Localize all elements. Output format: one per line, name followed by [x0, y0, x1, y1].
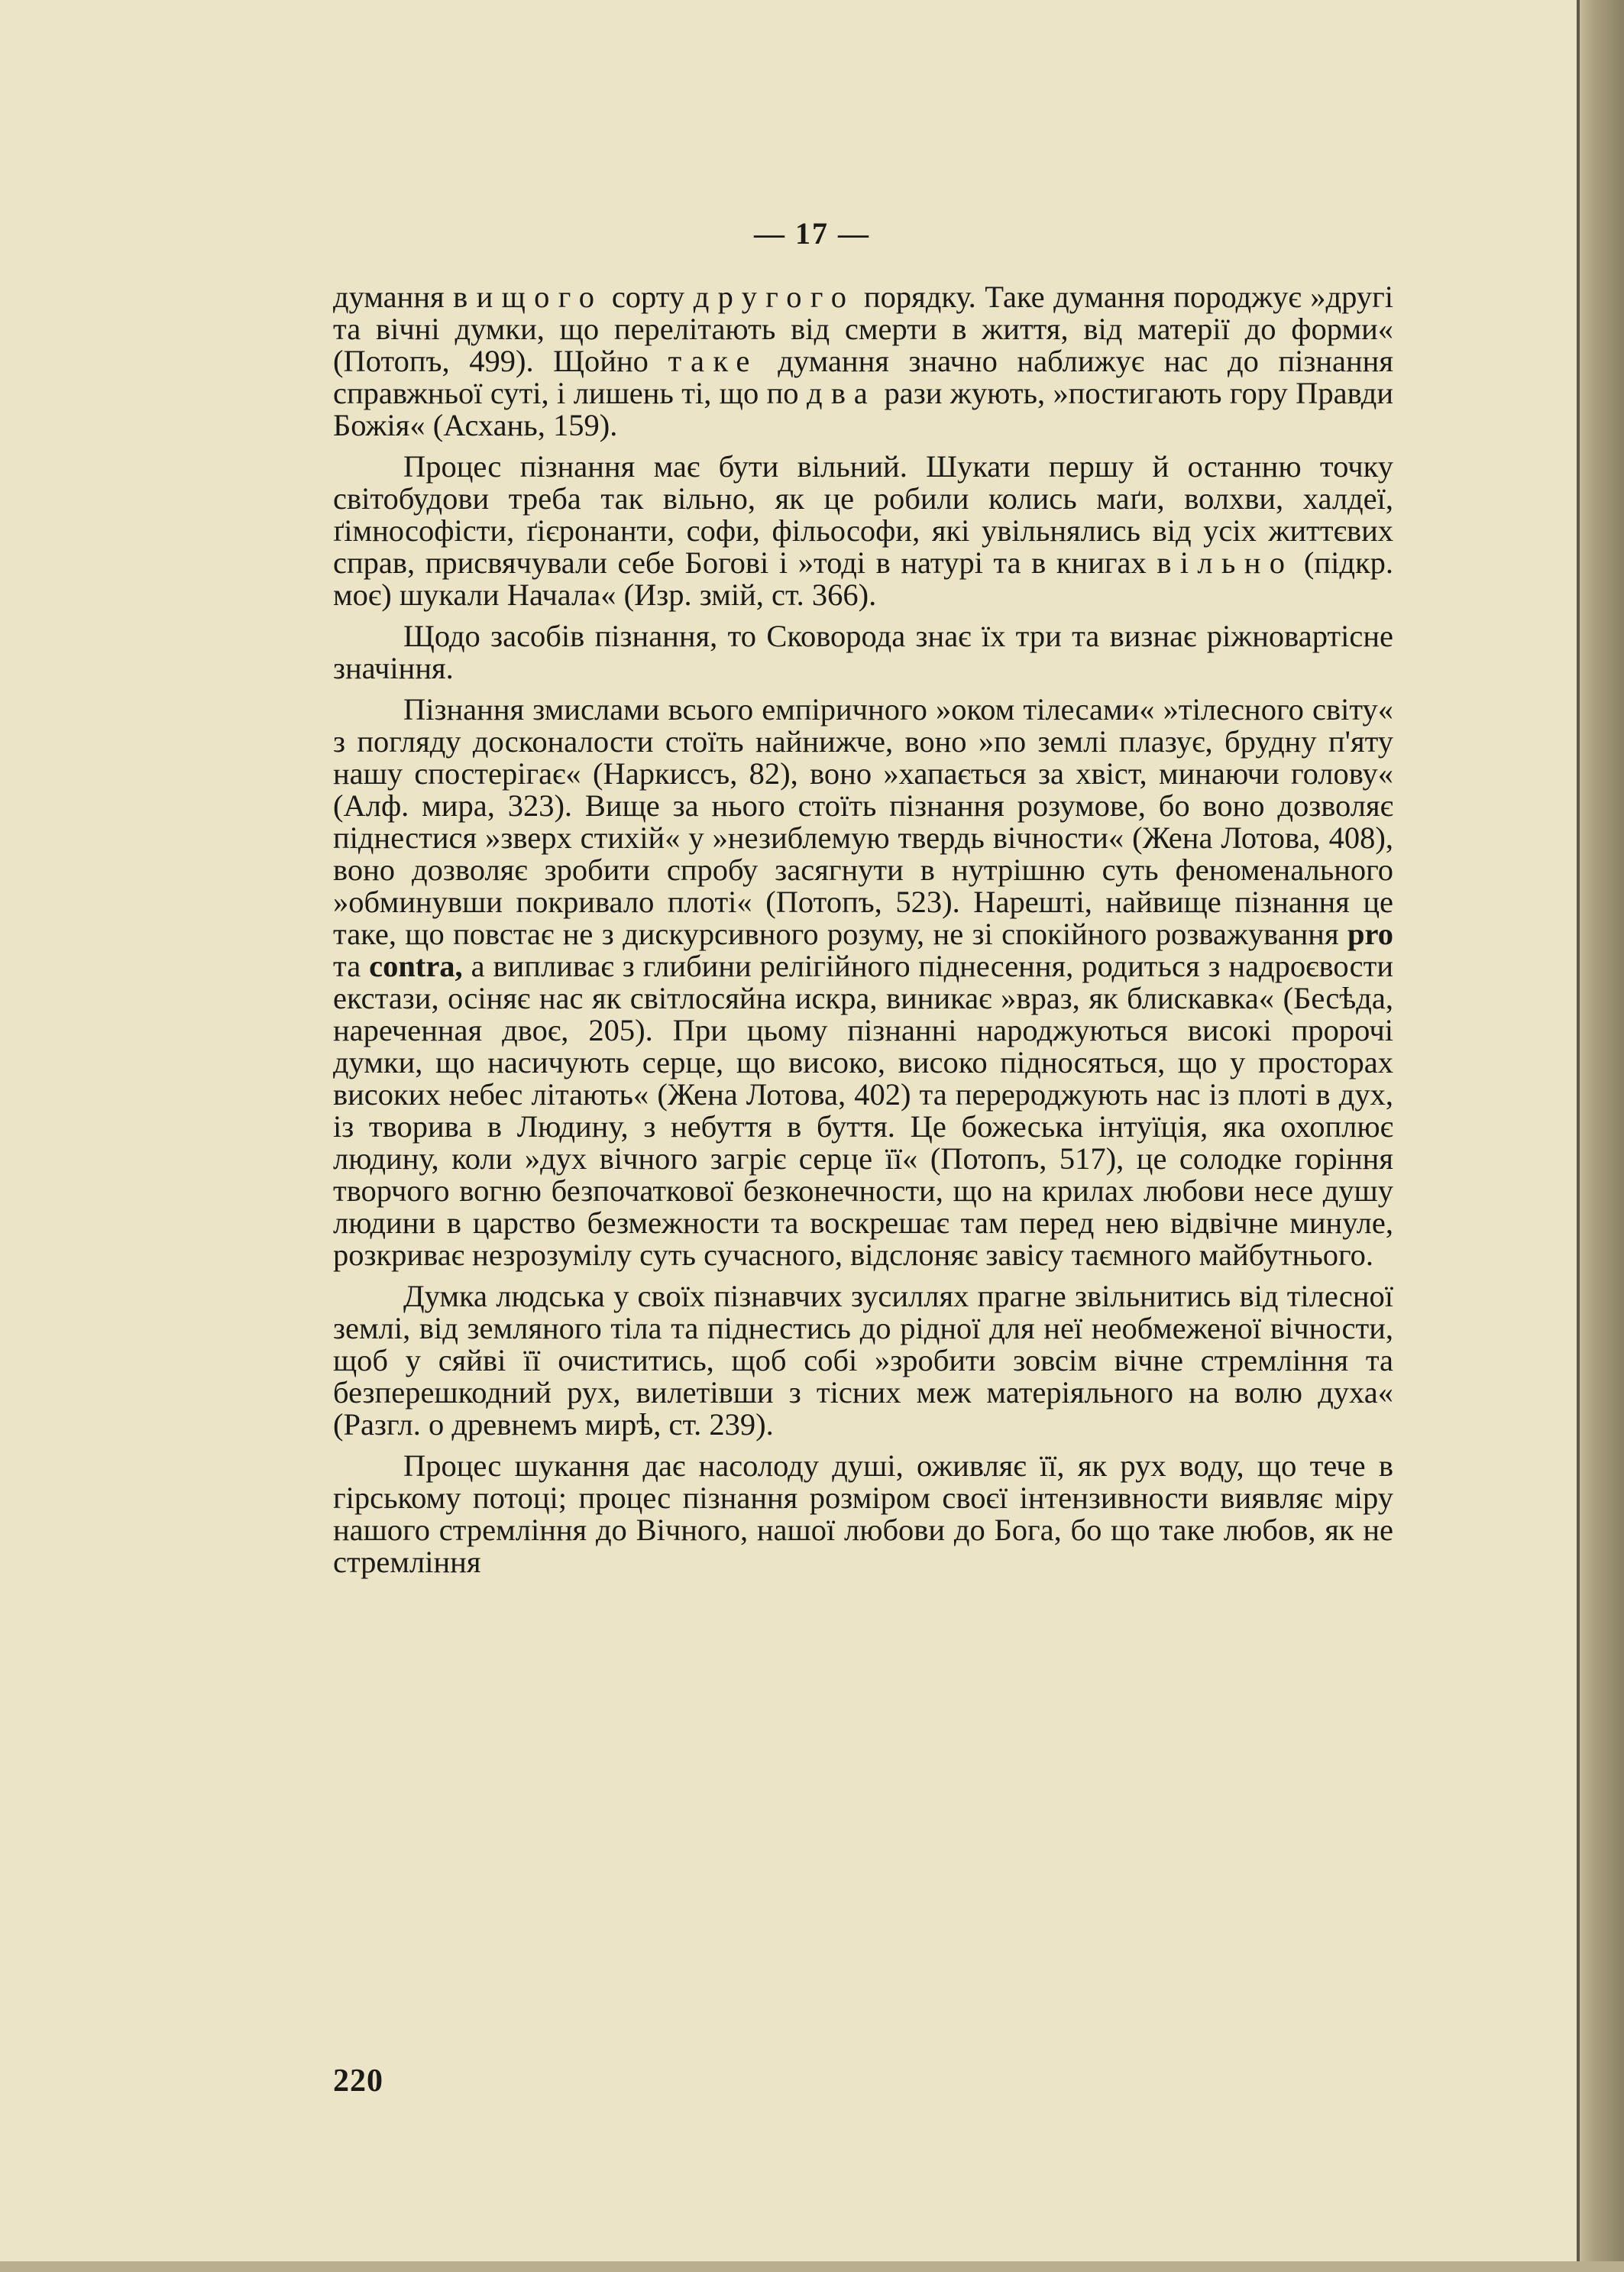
text-run: думання значно наближує нас до пізнання справжньої суті, і лишень ті, що по — [333, 344, 1393, 410]
paragraph-p1 — [333, 281, 1393, 442]
text-run: порядку. Таке думання породжує »другі та вічні думки, що перелітають від смерти в життя, від матерії до форми« (Потопъ, 499). Щойно — [333, 280, 1393, 378]
emphasis-bold: pro — [1347, 917, 1393, 951]
emphasis-spaced: вищого — [453, 280, 603, 314]
emphasis-spaced: два — [806, 376, 877, 410]
text-run: Процес пізнання має бути вільний. Шукати першу й останню точку світобудови треба так вільно, як це робили колись маґи, волхви, халдеї, ґімнософісти, ґієронанти, софи, фільософи, які увільнялись від усіх життєвих справ, присвячували себе Богові і »тоді в натурі та в книгах — [333, 449, 1393, 580]
running-page-number: — 17 — — [754, 216, 870, 251]
text-run: (підкр. моє) шукали Начала« (Изр. змій, ст. 366). — [333, 545, 1394, 612]
paragraph-p6 — [333, 1450, 1393, 1578]
text-run: а випливає з глибини релігійного піднесення, родиться з надроєвости екстази, осіняє нас як світлосяйна искра, виникає »враз, як блискавка« (Бесѣда, нареченная двоє, 205). При цьому пізнанні народжуються високі пророчі думки, що насичують серце, що високо, високо підносяться, що у просторах високих небес літають« (Жена Лотова, 402) та перероджують нас із плоті в дух, із творива в Людину, з небуття в буття. Це божеська інтуїція, яка охоплює людину, коли »дух вічного загріє серце її« (Потопъ, 517), це солодке горіння творчого вогню безпочаткової безконечности, що на крилах любови несе душу людини в царство безмежности та воскрешає там перед нею відвічне минуле, розкриває незрозумілу суть сучасного, відслоняє завісу таємного майбутнього. — [333, 949, 1394, 1272]
text-run: Процес шукання дає насолоду душі, оживляє її, як рух воду, що тече в гірському потоці; процес пізнання розміром своєї інтензивности виявляє міру нашого стремління до Вічного, нашої любови до Бога, бо що таке любов, як не стремління — [333, 1448, 1393, 1579]
body-text — [333, 281, 1393, 1587]
emphasis-spaced: таке — [668, 344, 759, 378]
signature-number: 220 — [333, 2063, 383, 2099]
paragraph-p2 — [333, 451, 1393, 611]
text-run: думання — [333, 280, 454, 314]
page-edge-shadow — [1577, 0, 1624, 2272]
page-bottom-edge — [0, 2261, 1624, 2272]
emphasis-bold: contra, — [369, 949, 463, 983]
emphasis-spaced: вільно — [1157, 545, 1294, 580]
text-run: Щодо засобів пізнання, то Сковорода знає їх три та визнає ріжновартісне значіння. — [333, 619, 1393, 685]
paragraph-p5 — [333, 1280, 1393, 1441]
emphasis-spaced: другого — [693, 280, 856, 314]
paragraph-p4 — [333, 694, 1393, 1271]
text-run: рази жують, »постигають гору Правди Божія« (Асхань, 159). — [333, 376, 1394, 442]
text-run: сорту — [603, 280, 694, 314]
text-run: Пізнання змислами всього емпіричного »оком тілесами« »тілесного світу« з погляду досконалости стоїть найнижче, воно »по землі плазує, брудну п'яту нашу спостерігає« (Наркиссъ, 82), воно »хапається за хвіст, минаючи голову« (Алф. мира, 323). Вище за нього стоїть пізнання розумове, бо воно дозволяє піднестися »зверх стихій« у »незиблемую твердь вічности« (Жена Лотова, 408), воно дозволяє зробити спробу засягнути в нутрішню суть феноменального »обминувши покривало плоті« (Потопъ, 523). Нарешті, найвище пізнання це таке, що повстає не з дискурсивного розуму, не зі спокійного розважування — [333, 692, 1393, 951]
text-run: Думка людська у своїх пізнавчих зусиллях прагне звільнитись від тілесної землі, від земляного тіла та піднестись до рідної для неї необмеженої вічности, щоб у сяйві її очиститись, щоб собі »зробити зовсім вічне стремління та безперешкодний рух, вилетівши з тісних меж матеріяльного на волю духа« (Разгл. о древнемъ мирѣ, ст. 239). — [333, 1279, 1393, 1442]
paragraph-p3 — [333, 620, 1393, 685]
text-run: та — [333, 949, 370, 983]
page-edge-line — [1577, 0, 1580, 2272]
